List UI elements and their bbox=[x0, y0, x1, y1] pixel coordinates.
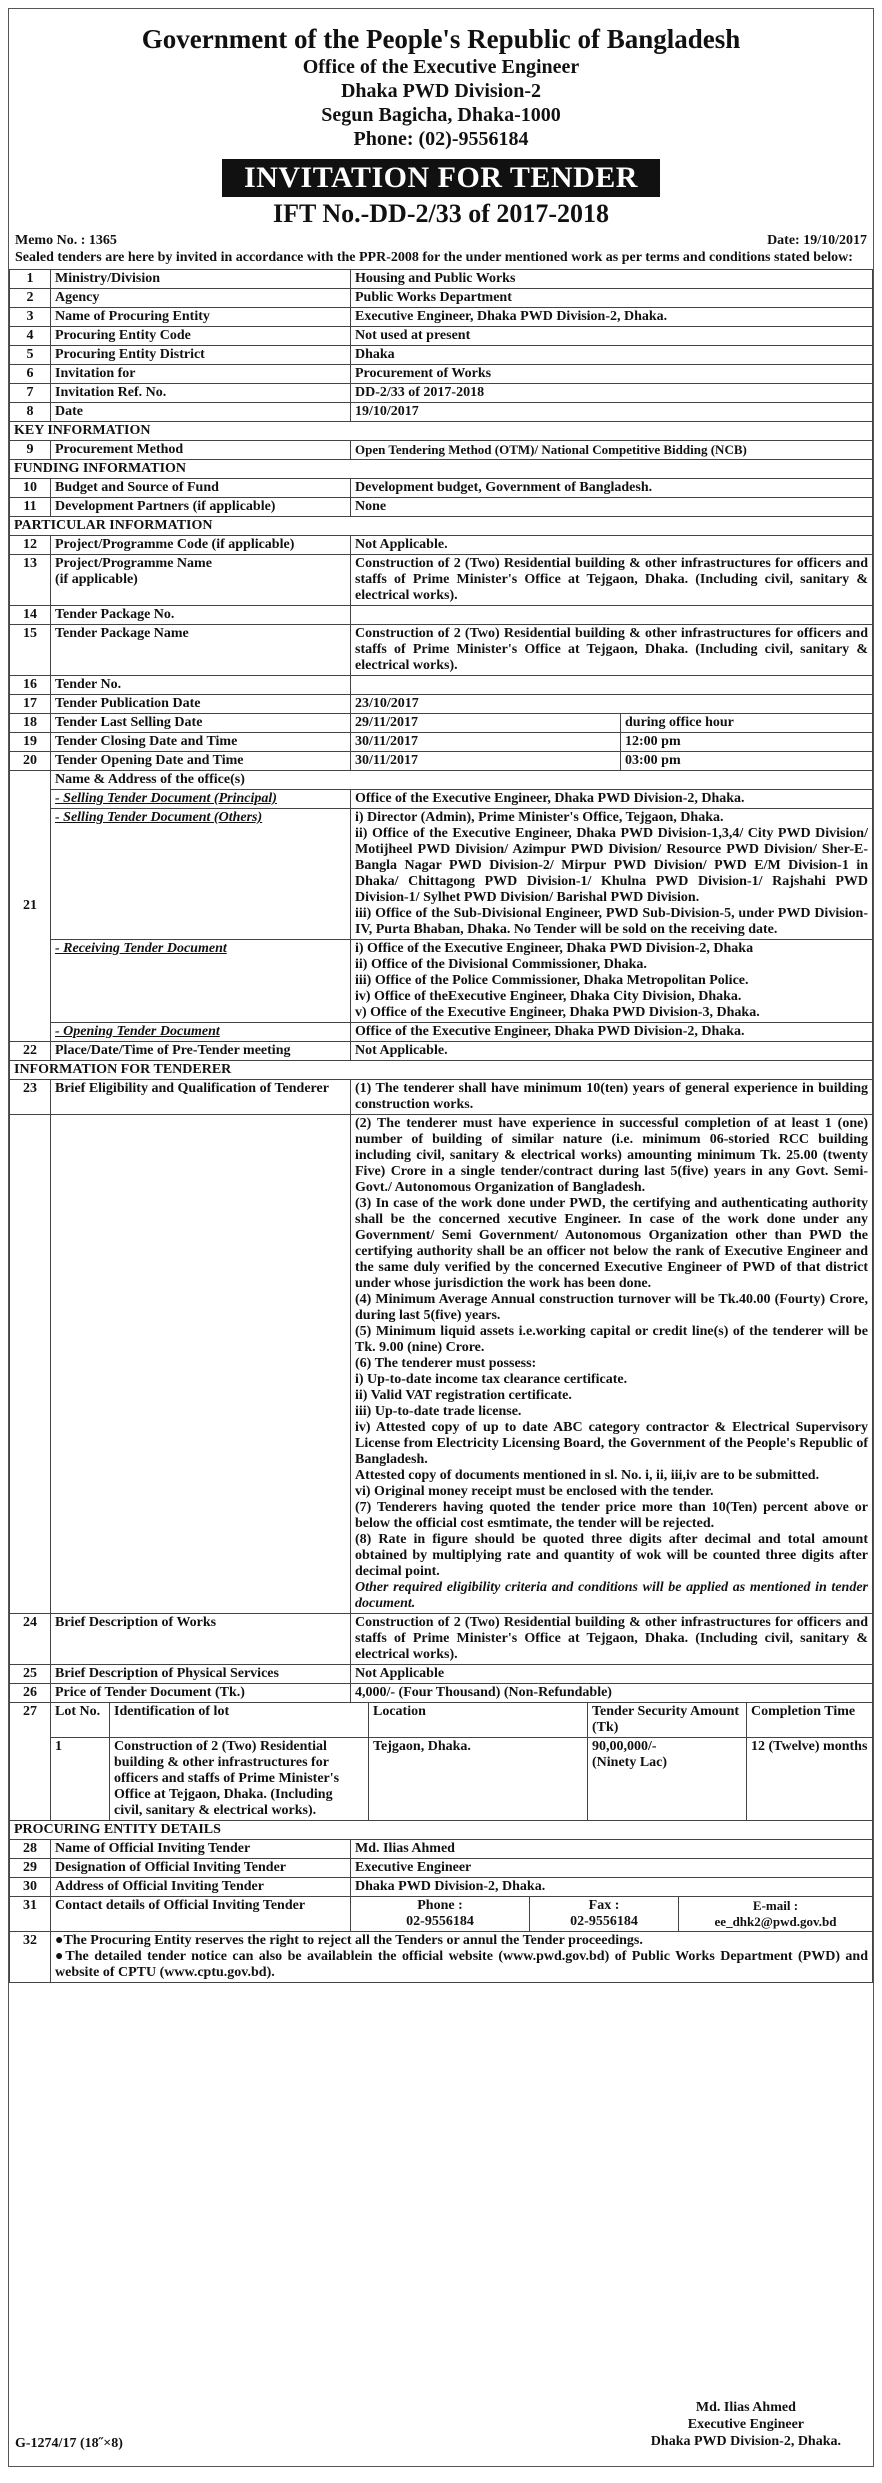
lot-table: Lot No. Identification of lot Location Tender Security Amount (Tk) Completion Time 1 Construction of 2 (Two) Residential building & other infrastructures for officers and staffs of Prime Minister's Office at Tejgaon, Dhaka. (Including civil, sanitary & electrical works). Tejgaon, Dhaka. 90,00,000/- (Ninety Lac) 12 (Twelve) months bbox=[51, 1703, 872, 1820]
ift-number: IFT No.-DD-2/33 of 2017-2018 bbox=[272, 199, 610, 228]
section-procuring-entity-details: PROCURING ENTITY DETAILS bbox=[10, 1821, 873, 1840]
table-row: 22 Place/Date/Time of Pre-Tender meeting Not Applicable. bbox=[10, 1042, 873, 1061]
memo-line bbox=[9, 233, 873, 249]
table-row: 18 Tender Last Selling Date 29/11/2017 during office hour bbox=[10, 714, 873, 733]
table-row: 12 Project/Programme Code (if applicable) Not Applicable. bbox=[10, 536, 873, 555]
section-funding-information: FUNDING INFORMATION bbox=[10, 460, 873, 479]
table-row: 19 Tender Closing Date and Time 30/11/2017 12:00 pm bbox=[10, 733, 873, 752]
table-row: 20 Tender Opening Date and Time 30/11/2017 03:00 pm bbox=[10, 752, 873, 771]
table-row: 29 Designation of Official Inviting Tender Executive Engineer bbox=[10, 1859, 873, 1878]
table-row: 30 Address of Official Inviting Tender Dhaka PWD Division-2, Dhaka. bbox=[10, 1878, 873, 1897]
office-phone: Phone: (02)-9556184 bbox=[353, 128, 529, 150]
table-row: 2 Agency Public Works Department bbox=[10, 289, 873, 308]
table-row: 8 Date 19/10/2017 bbox=[10, 403, 873, 422]
table-row: 23 Brief Eligibility and Qualification of Tenderer (1) The tenderer shall have minimum 10(ten) years of general experience in building construction works. bbox=[10, 1080, 873, 1115]
header bbox=[9, 9, 873, 229]
table-row: - Opening Tender Document Office of the Executive Engineer, Dhaka PWD Division-2, Dhaka. bbox=[10, 1023, 873, 1042]
table-row: 31 Contact details of Official Inviting Tender Phone : 02-9556184 Fax : 02-9556184 E-mail : ee_dhk2@pwd.gov.bd bbox=[10, 1897, 873, 1932]
table-row: 25 Brief Description of Physical Services Not Applicable bbox=[10, 1665, 873, 1684]
intro-text: Sealed tenders are here by invited in accordance with the PPR-2008 for the under mentioned work as per terms and conditions stated below: bbox=[15, 250, 853, 265]
office-name: Office of the Executive Engineer bbox=[302, 56, 580, 78]
table-row: 3 Name of Procuring Entity Executive Engineer, Dhaka PWD Division-2, Dhaka. bbox=[10, 308, 873, 327]
division-name: Dhaka PWD Division-2 bbox=[340, 80, 542, 102]
table-row: 4 Procuring Entity Code Not used at present bbox=[10, 327, 873, 346]
table-row: 28 Name of Official Inviting Tender Md. Ilias Ahmed bbox=[10, 1840, 873, 1859]
table-row: 9 Procurement Method Open Tendering Method (OTM)/ National Competitive Bidding (NCB) bbox=[10, 441, 873, 460]
table-row: (2) The tenderer must have experience in successful completion of at least 1 (one) number of building of similar nature (i.e. minimum 06-storied RCC building including civil, sanitary & electrical works) amounting minimum Tk. 25.00 (twenty Five) Crore in a single tender/contract during last 5(five) years in any Govt. Semi-Govt./ Autonomous Organization of Bangladesh. (3) In case of the work done under PWD, the certifying and authenticating authority shall be the concerned xecutive Engineer. In case of the work done under any Government/ Semi Government/ Autonomous Organization other than PWD the certifying authority shall be an officer not below the rank of Executive Engineer and the same duly verified by the concerned Executive Engineer of PWD of that district under whose jurisdiction the work has been done. (4) Minimum Average Annual construction turnover will be Tk.40.00 (Fourty) Crore, during last 5(five) years. (5) Minimum liquid assets i.e.working capital or credit line(s) of the tenderer will be Tk. 9.00 (nine) Crore. (6) The tenderer must possess: i) Up-to-date income tax clearance certificate. ii) Valid VAT registration certificate. iii) Up-to-date trade license. iv) Attested copy of up to date ABC category contractor & Electrical Supervisory License from Electricity Licensing Board, the Government of the People's Republic of Bangladesh. Attested copy of documents mentioned in sl. No. i, ii, iii,iv are to be submitted. vi) Original money receipt must be enclosed with the tender. (7) Tenderers having quoted the tender price more than 10(Ten) percent above or below the official cost esmtimate, the tender will be rejected. (8) Rate in figure should be quoted three digits after decimal and total amount obtained by multiplying rate and quantity of wok will be counted three digits after decimal point. Other required eligibility criteria and conditions will be applied as mentioned in tender document. bbox=[10, 1115, 873, 1614]
table-row: 27 Lot No. Identification of lot Location Tender Security Amount (Tk) Completion Time 1 Construction of 2 (Two) Residential building & other infrastructures for officers and staffs of Prime Minister's Office at Tejgaon, Dhaka. (Including civil, sanitary & electrical works). Tejgaon, Dhaka. 90,00,000/- (Ninety Lac) 12 (Twelve) months bbox=[10, 1703, 873, 1821]
memo-number: Memo No. : 1365 bbox=[15, 233, 117, 248]
section-particular-information: PARTICULAR INFORMATION bbox=[10, 517, 873, 536]
table-row: 24 Brief Description of Works Construction of 2 (Two) Residential building & other infrastructures for officers and staffs of Prime Minister's Office at Tejgaon, Dhaka. (Including civil, sanitary & electrical works). bbox=[10, 1614, 873, 1665]
table-row: - Selling Tender Document (Others) i) Director (Admin), Prime Minister's Office, Tejgaon, Dhaka. ii) Office of the Executive Engineer, Dhaka PWD Division-1,3,4/ City PWD Division/ Motijheel PWD Division/ Azimpur PWD Division/ Resource PWD Division/ Sher-E-Bangla Nagar PWD Division-2/ Mirpur PWD Division/ PWD E/M Division-1 in Dhaka/ Chittagong PWD Division-1/ Khulna PWD Division-1/ Rajshahi PWD Division-1/ Sylhet PWD Division/ Barishal PWD Division. iii) Office of the Sub-Divisional Engineer, PWD Sub-Division-5, under PWD Division-IV, Purta Bhaban, Dhaka. No Tender will be sold on the receiving date. bbox=[10, 809, 873, 940]
table-row: - Receiving Tender Document i) Office of the Executive Engineer, Dhaka PWD Division-2, Dhaka ii) Office of the Divisional Commissioner, Dhaka. iii) Office of the Police Commissioner, Dhaka Metropolitan Police. iv) Office of theExecutive Engineer, Dhaka City Division, Dhaka. v) Office of the Executive Engineer, Dhaka PWD Division-3, Dhaka. bbox=[10, 940, 873, 1023]
office-address: Segun Bagicha, Dhaka-1000 bbox=[321, 104, 561, 126]
memo-date: Date: 19/10/2017 bbox=[767, 233, 867, 248]
signature-block: Md. Ilias Ahmed Executive Engineer Dhaka PWD Division-2, Dhaka. bbox=[650, 2400, 841, 2449]
table-row: 16 Tender No. bbox=[10, 676, 873, 695]
gazette-ref: G-1274/17 (18˝×8) bbox=[15, 2436, 123, 2451]
table-row: 11 Development Partners (if applicable) None bbox=[10, 498, 873, 517]
table-row: 10 Budget and Source of Fund Development budget, Government of Bangladesh. bbox=[10, 479, 873, 498]
table-row: 17 Tender Publication Date 23/10/2017 bbox=[10, 695, 873, 714]
section-key-information: KEY INFORMATION bbox=[10, 422, 873, 441]
government-title: Government of the People's Republic of Bangladesh bbox=[141, 24, 741, 54]
table-row: 14 Tender Package No. bbox=[10, 606, 873, 625]
table-row: 7 Invitation Ref. No. DD-2/33 of 2017-2018 bbox=[10, 384, 873, 403]
table-row: 13 Project/Programme Name (if applicable) Construction of 2 (Two) Residential building & other infrastructures for officers and staffs of Prime Minister's Office at Tejgaon, Dhaka. (Including civil, sanitary & electrical works). bbox=[10, 555, 873, 606]
tender-notice bbox=[8, 8, 874, 2467]
table-row: - Selling Tender Document (Principal) Office of the Executive Engineer, Dhaka PWD Division-2, Dhaka. bbox=[10, 790, 873, 809]
table-row: 6 Invitation for Procurement of Works bbox=[10, 365, 873, 384]
table-row: 26 Price of Tender Document (Tk.) 4,000/- (Four Thousand) (Non-Refundable) bbox=[10, 1684, 873, 1703]
invitation-banner: INVITATION FOR TENDER bbox=[222, 159, 660, 197]
table-row: 21 Name & Address of the office(s) bbox=[10, 771, 873, 790]
table-row: 32 ●The Procuring Entity reserves the right to reject all the Tenders or annul the Tender proceedings. ●The detailed tender notice can also be availablein the official website (www.pwd.gov.bd) of Public Works Department (PWD) and website of CPTU (www.cptu.gov.bd). bbox=[10, 1932, 873, 1983]
table-row: 15 Tender Package Name Construction of 2 (Two) Residential building & other infrastructures for officers and staffs of Prime Minister's Office at Tejgaon, Dhaka. (Including civil, sanitary & electrical works). bbox=[10, 625, 873, 676]
tender-table bbox=[9, 269, 873, 1983]
table-row: 5 Procuring Entity District Dhaka bbox=[10, 346, 873, 365]
contact-table: Phone : 02-9556184 Fax : 02-9556184 E-mail : ee_dhk2@pwd.gov.bd bbox=[351, 1897, 872, 1931]
section-information-for-tenderer: INFORMATION FOR TENDERER bbox=[10, 1061, 873, 1080]
table-row: 1 Ministry/Division Housing and Public Works bbox=[10, 270, 873, 289]
